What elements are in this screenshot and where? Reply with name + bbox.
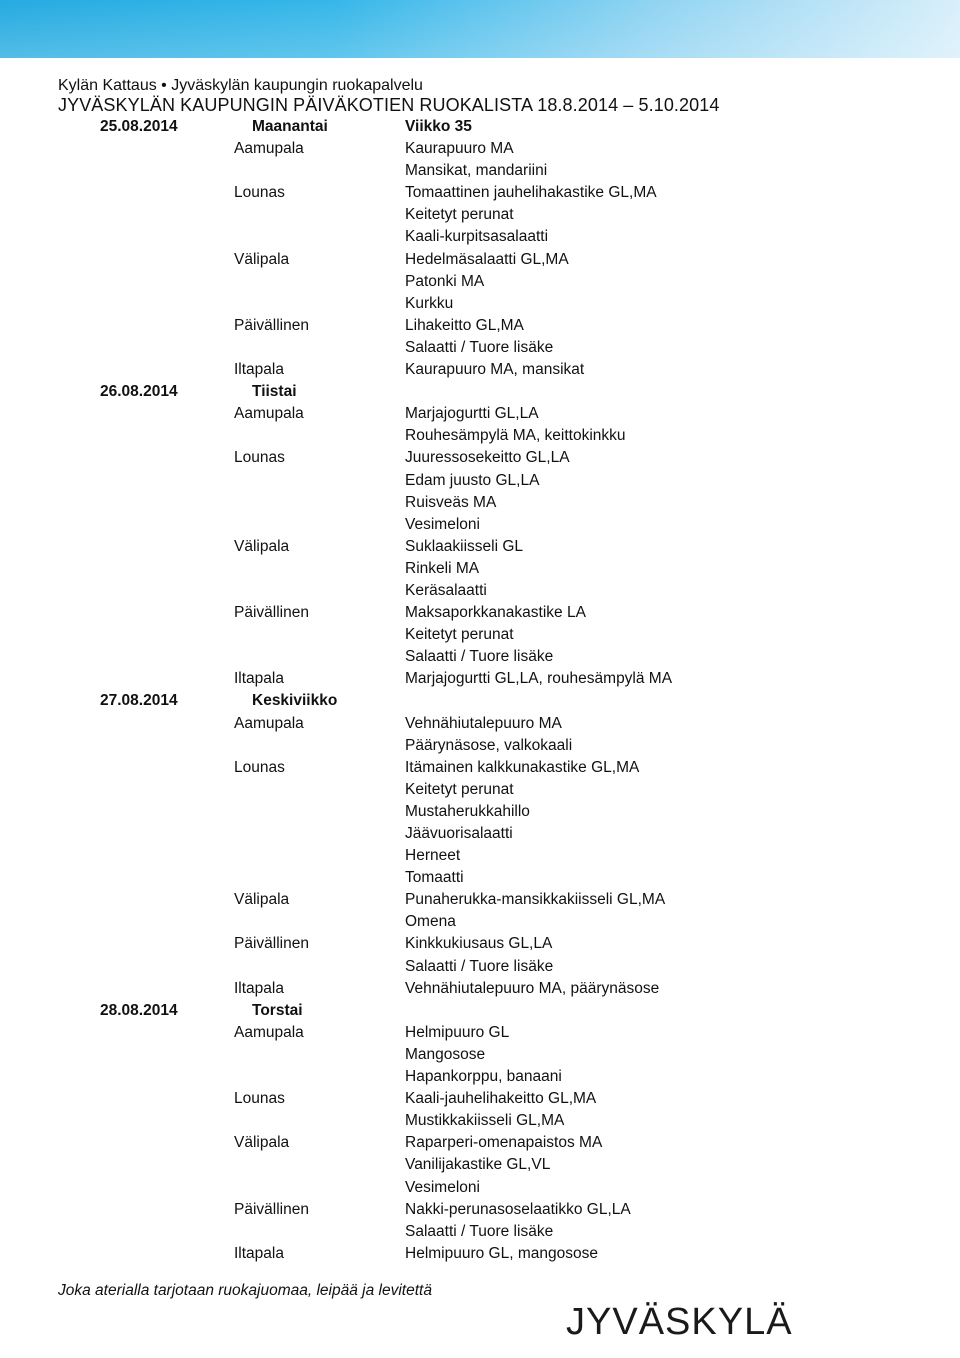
food-item: Keitetyt perunat xyxy=(405,206,514,224)
menu-row xyxy=(0,624,960,646)
menu-row xyxy=(0,337,960,359)
menu-row xyxy=(0,668,960,690)
meal-label: Aamupala xyxy=(234,140,304,158)
day-date: 25.08.2014 xyxy=(100,118,178,135)
menu-row xyxy=(0,1110,960,1132)
menu-row xyxy=(0,978,960,1000)
menu-row xyxy=(0,823,960,845)
food-item: Edam juusto GL,LA xyxy=(405,471,540,489)
menu-row xyxy=(0,735,960,757)
menu-row xyxy=(0,160,960,182)
meal-label: Lounas xyxy=(234,1090,285,1108)
food-item: Tomaattinen jauhelihakastike GL,MA xyxy=(405,184,657,202)
menu-row xyxy=(0,757,960,779)
meal-label: Päivällinen xyxy=(234,935,309,953)
meal-label: Välipala xyxy=(234,537,290,555)
menu-row xyxy=(0,293,960,315)
food-item: Salaatti / Tuore lisäke xyxy=(405,338,554,356)
menu-row xyxy=(0,1132,960,1154)
meal-label: Päivällinen xyxy=(234,1200,309,1218)
meal-label: Aamupala xyxy=(234,405,304,423)
menu-row xyxy=(0,138,960,160)
meal-label: Välipala xyxy=(234,891,290,909)
menu-row xyxy=(0,1177,960,1199)
menu-row xyxy=(0,1022,960,1044)
menu-row xyxy=(0,646,960,668)
meal-label: Välipala xyxy=(234,1134,290,1152)
meal-label: Iltapala xyxy=(234,1244,284,1262)
menu-row xyxy=(0,226,960,248)
day-weekday: Tiistai xyxy=(252,383,297,401)
page-subtitle: Kylän Kattaus • Jyväskylän kaupungin ruokapalvelu xyxy=(58,77,423,94)
food-item: Lihakeitto GL,MA xyxy=(405,316,524,334)
menu-row xyxy=(0,558,960,580)
menu-row xyxy=(0,801,960,823)
meal-label: Lounas xyxy=(234,449,285,467)
food-item: Ruisveäs MA xyxy=(405,493,497,511)
food-item: Juuressosekeitto GL,LA xyxy=(405,449,570,467)
menu-row xyxy=(0,204,960,226)
food-item: Päärynäsose, valkokaali xyxy=(405,736,573,754)
food-item: Jäävuorisalaatti xyxy=(405,825,513,842)
menu-row xyxy=(0,911,960,933)
menu-row xyxy=(0,1066,960,1088)
header-banner xyxy=(0,0,960,58)
food-item: Vesimeloni xyxy=(405,1178,480,1196)
meal-label: Iltapala xyxy=(234,979,284,997)
menu-row xyxy=(0,359,960,381)
food-item: Maksaporkkanakastike LA xyxy=(405,604,586,622)
menu-row xyxy=(0,779,960,801)
menu-row xyxy=(0,1243,960,1265)
food-item: Tomaatti xyxy=(405,869,464,887)
day-header xyxy=(0,116,960,138)
meal-label: Päivällinen xyxy=(234,604,309,622)
menu-row xyxy=(0,1044,960,1066)
food-item: Keitetyt perunat xyxy=(405,626,514,644)
food-item: Mustikkakiisseli GL,MA xyxy=(405,1112,565,1130)
food-item: Helmipuuro GL, mangosose xyxy=(405,1244,598,1262)
menu-row xyxy=(0,933,960,955)
food-item: Keitetyt perunat xyxy=(405,780,514,798)
day-weekday: Maanantai xyxy=(252,118,328,135)
menu-row xyxy=(0,470,960,492)
menu-row xyxy=(0,315,960,337)
food-item: Kaali-kurpitsasalaatti xyxy=(405,228,549,246)
meal-label: Aamupala xyxy=(234,1023,304,1041)
day-date: 28.08.2014 xyxy=(100,1001,178,1019)
menu-row xyxy=(0,536,960,558)
meal-label: Lounas xyxy=(234,758,285,776)
menu-row xyxy=(0,867,960,889)
menu-row xyxy=(0,1154,960,1176)
food-item: Salaatti / Tuore lisäke xyxy=(405,1222,554,1240)
food-item: Itämainen kalkkunakastike GL,MA xyxy=(405,758,640,776)
menu-row xyxy=(0,713,960,735)
food-item: Punaherukka-mansikkakiisseli GL,MA xyxy=(405,891,666,909)
menu-row xyxy=(0,580,960,602)
food-item: Raparperi-omenapaistos MA xyxy=(405,1134,603,1152)
menu-row xyxy=(0,1088,960,1110)
food-item: Helmipuuro GL xyxy=(405,1023,510,1041)
food-item: Patonki MA xyxy=(405,272,485,290)
menu-row xyxy=(0,1221,960,1243)
food-item: Vanilijakastike GL,VL xyxy=(405,1156,551,1174)
day-header xyxy=(0,381,960,403)
menu-row xyxy=(0,845,960,867)
menu-row xyxy=(0,403,960,425)
food-item: Omena xyxy=(405,913,456,931)
meal-label: Iltapala xyxy=(234,361,284,379)
day-header xyxy=(0,690,960,712)
page-title: JYVÄSKYLÄN KAUPUNGIN PÄIVÄKOTIEN RUOKALISTA 18.8.2014 – 5.10.2014 xyxy=(58,95,720,115)
food-item: Hedelmäsalaatti GL,MA xyxy=(405,250,569,268)
food-item: Kaali-jauhelihakeitto GL,MA xyxy=(405,1090,597,1108)
food-item: Hapankorppu, banaani xyxy=(405,1068,562,1086)
menu-row xyxy=(0,889,960,911)
food-item: Salaatti / Tuore lisäke xyxy=(405,648,554,666)
food-item: Kaurapuuro MA xyxy=(405,140,514,158)
meal-label: Päivällinen xyxy=(234,316,309,334)
week-number: Viikko 35 xyxy=(405,118,472,135)
food-item: Marjajogurtti GL,LA, rouhesämpylä MA xyxy=(405,670,673,688)
food-item: Vesimeloni xyxy=(405,515,480,533)
day-date: 27.08.2014 xyxy=(100,692,178,710)
menu-row xyxy=(0,271,960,293)
menu-row xyxy=(0,602,960,624)
food-item: Marjajogurtti GL,LA xyxy=(405,405,539,423)
food-item: Nakki-perunasoselaatikko GL,LA xyxy=(405,1200,631,1218)
food-item: Suklaakiisseli GL xyxy=(405,537,524,555)
menu-row xyxy=(0,249,960,271)
menu-row xyxy=(0,182,960,204)
food-item: Rouhesämpylä MA, keittokinkku xyxy=(405,427,626,445)
food-item: Vehnähiutalepuuro MA xyxy=(405,714,562,732)
food-item: Herneet xyxy=(405,847,461,865)
food-item: Kinkkukiusaus GL,LA xyxy=(405,935,553,953)
day-date: 26.08.2014 xyxy=(100,383,178,401)
menu-row xyxy=(0,514,960,536)
meal-label: Iltapala xyxy=(234,670,284,688)
day-weekday: Keskiviikko xyxy=(252,692,338,710)
food-item: Vehnähiutalepuuro MA, päärynäsose xyxy=(405,979,660,997)
menu-list xyxy=(0,116,960,1265)
jyvaskyla-logo xyxy=(566,1296,794,1340)
menu-row xyxy=(0,447,960,469)
food-item: Mansikat, mandariini xyxy=(405,162,548,180)
footer-note: Joka aterialla tarjotaan ruokajuomaa, leipää ja levitettä xyxy=(58,1282,432,1299)
menu-row xyxy=(0,492,960,514)
food-item: Rinkeli MA xyxy=(405,559,480,577)
food-item: Kurkku xyxy=(405,294,454,312)
food-item: Salaatti / Tuore lisäke xyxy=(405,957,554,975)
meal-label: Välipala xyxy=(234,250,290,268)
food-item: Mustaherukkahillo xyxy=(405,802,530,820)
food-item: Kaurapuuro MA, mansikat xyxy=(405,361,585,379)
logo-wordmark: JYVÄSKYLÄ xyxy=(566,1301,793,1340)
food-item: Keräsalaatti xyxy=(405,581,487,599)
meal-label: Aamupala xyxy=(234,714,304,732)
meal-label: Lounas xyxy=(234,184,285,202)
menu-row xyxy=(0,956,960,978)
menu-row xyxy=(0,1199,960,1221)
food-item: Mangosose xyxy=(405,1045,486,1063)
day-header xyxy=(0,1000,960,1022)
menu-row xyxy=(0,425,960,447)
day-weekday: Torstai xyxy=(252,1001,303,1019)
